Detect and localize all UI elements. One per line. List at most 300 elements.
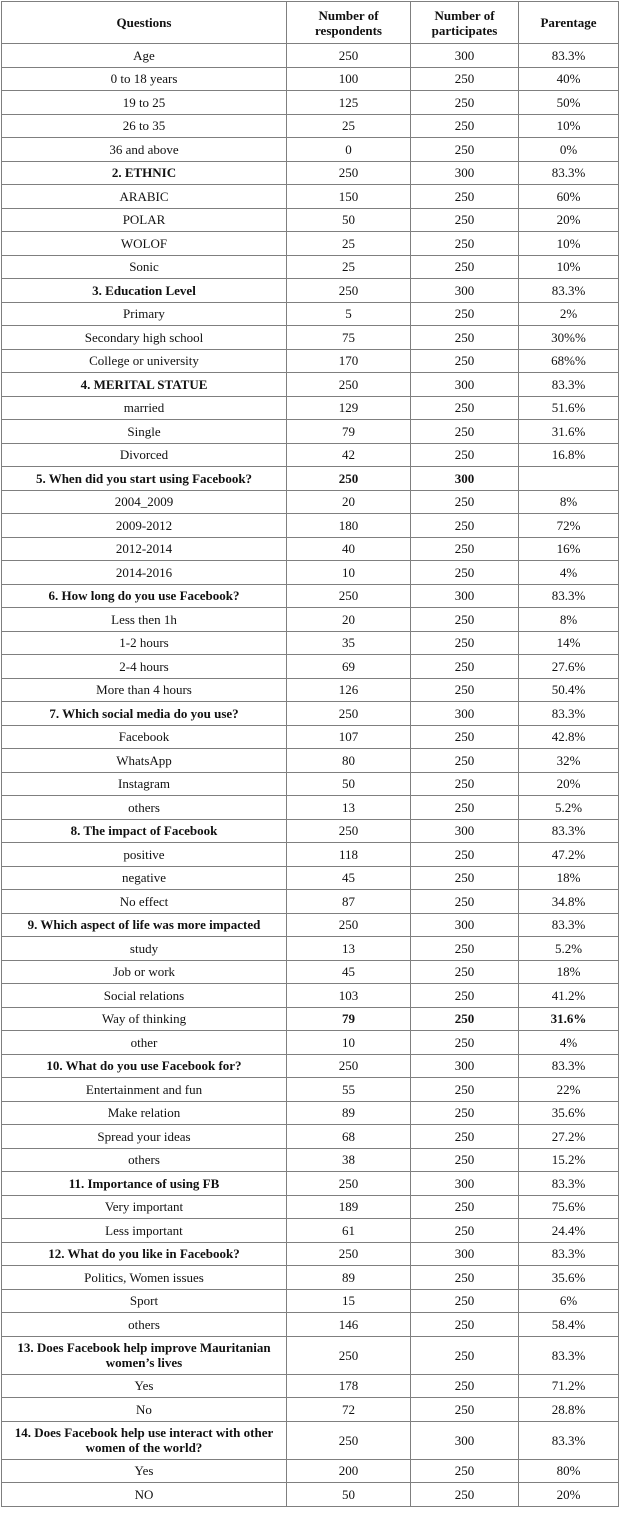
percentage-cell: 20%: [519, 208, 619, 232]
percentage-cell: 5.2%: [519, 937, 619, 961]
participates-cell: 250: [411, 655, 519, 679]
percentage-cell: 35.6%: [519, 1101, 619, 1125]
table-row: [2, 255, 619, 279]
percentage-cell: 34.8%: [519, 890, 619, 914]
question-cell: Age: [2, 44, 287, 68]
question-cell: Job or work: [2, 960, 287, 984]
question-cell: Divorced: [2, 443, 287, 467]
question-cell: 8. The impact of Facebook: [2, 819, 287, 843]
question-cell: No effect: [2, 890, 287, 914]
participates-cell: 250: [411, 866, 519, 890]
respondents-cell: 250: [287, 584, 411, 608]
percentage-cell: 24.4%: [519, 1219, 619, 1243]
participates-cell: 250: [411, 772, 519, 796]
table-row: [2, 44, 619, 68]
percentage-cell: 47.2%: [519, 843, 619, 867]
percentage-cell: 14%: [519, 631, 619, 655]
participates-cell: 300: [411, 44, 519, 68]
participates-cell: 250: [411, 984, 519, 1008]
percentage-cell: 83.3%: [519, 819, 619, 843]
table-row: [2, 960, 619, 984]
respondents-cell: 45: [287, 960, 411, 984]
respondents-cell: 89: [287, 1101, 411, 1125]
percentage-cell: 58.4%: [519, 1313, 619, 1337]
percentage-cell: 68%%: [519, 349, 619, 373]
table-row: [2, 655, 619, 679]
table-row: [2, 302, 619, 326]
participates-cell: 300: [411, 1054, 519, 1078]
question-cell: Way of thinking: [2, 1007, 287, 1031]
question-cell: 2. ETHNIC: [2, 161, 287, 185]
question-cell: 2012-2014: [2, 537, 287, 561]
question-cell: 2-4 hours: [2, 655, 287, 679]
participates-cell: 250: [411, 514, 519, 538]
table-row: [2, 1266, 619, 1290]
percentage-cell: 0%: [519, 138, 619, 162]
section-row: [2, 373, 619, 397]
question-cell: WhatsApp: [2, 749, 287, 773]
percentage-cell: 10%: [519, 114, 619, 138]
survey-results-table: [1, 1, 619, 1507]
participates-cell: 250: [411, 1374, 519, 1398]
table-row: [2, 608, 619, 632]
header-participates: Number of participates: [411, 2, 519, 44]
percentage-cell: 10%: [519, 232, 619, 256]
question-cell: Yes: [2, 1459, 287, 1483]
participates-cell: 250: [411, 890, 519, 914]
respondents-cell: 250: [287, 467, 411, 491]
participates-cell: 250: [411, 608, 519, 632]
percentage-cell: 16.8%: [519, 443, 619, 467]
question-cell: Single: [2, 420, 287, 444]
participates-cell: 250: [411, 960, 519, 984]
respondents-cell: 250: [287, 819, 411, 843]
participates-cell: 250: [411, 114, 519, 138]
percentage-cell: 8%: [519, 608, 619, 632]
percentage-cell: 4%: [519, 1031, 619, 1055]
participates-cell: 250: [411, 349, 519, 373]
question-cell: others: [2, 1313, 287, 1337]
percentage-cell: 83.3%: [519, 1172, 619, 1196]
participates-cell: 250: [411, 1148, 519, 1172]
respondents-cell: 35: [287, 631, 411, 655]
percentage-cell: 83.3%: [519, 1421, 619, 1459]
participates-cell: 250: [411, 1289, 519, 1313]
percentage-cell: 51.6%: [519, 396, 619, 420]
participates-cell: 250: [411, 725, 519, 749]
respondents-cell: 10: [287, 561, 411, 585]
table-row: [2, 1398, 619, 1422]
respondents-cell: 103: [287, 984, 411, 1008]
question-cell: others: [2, 1148, 287, 1172]
table-row: [2, 631, 619, 655]
question-cell: other: [2, 1031, 287, 1055]
respondents-cell: 72: [287, 1398, 411, 1422]
percentage-cell: 32%: [519, 749, 619, 773]
table-row: [2, 490, 619, 514]
respondents-cell: 129: [287, 396, 411, 420]
respondents-cell: 25: [287, 232, 411, 256]
percentage-cell: 40%: [519, 67, 619, 91]
participates-cell: 250: [411, 1007, 519, 1031]
percentage-cell: 18%: [519, 960, 619, 984]
table-body: [2, 44, 619, 1507]
participates-cell: 250: [411, 937, 519, 961]
respondents-cell: 50: [287, 208, 411, 232]
table-row: [2, 514, 619, 538]
participates-cell: 300: [411, 702, 519, 726]
table-row: [2, 208, 619, 232]
participates-cell: 300: [411, 1172, 519, 1196]
participates-cell: 300: [411, 1242, 519, 1266]
question-cell: 0 to 18 years: [2, 67, 287, 91]
section-row: [2, 819, 619, 843]
percentage-cell: 35.6%: [519, 1266, 619, 1290]
percentage-cell: 5.2%: [519, 796, 619, 820]
percentage-cell: 18%: [519, 866, 619, 890]
participates-cell: 250: [411, 749, 519, 773]
table-row: [2, 91, 619, 115]
percentage-cell: 83.3%: [519, 1336, 619, 1374]
percentage-cell: 10%: [519, 255, 619, 279]
table-row: [2, 114, 619, 138]
table-row: [2, 772, 619, 796]
respondents-cell: 170: [287, 349, 411, 373]
table-row: [2, 1007, 619, 1031]
participates-cell: 250: [411, 326, 519, 350]
section-row: [2, 1421, 619, 1459]
percentage-cell: 50.4%: [519, 678, 619, 702]
respondents-cell: 0: [287, 138, 411, 162]
respondents-cell: 50: [287, 1483, 411, 1507]
table-row: [2, 1031, 619, 1055]
table-row: [2, 796, 619, 820]
participates-cell: 250: [411, 1336, 519, 1374]
question-cell: 13. Does Facebook help improve Mauritanian women’s lives: [2, 1336, 287, 1374]
respondents-cell: 13: [287, 796, 411, 820]
respondents-cell: 40: [287, 537, 411, 561]
table-row: [2, 561, 619, 585]
respondents-cell: 69: [287, 655, 411, 679]
participates-cell: 250: [411, 1101, 519, 1125]
respondents-cell: 189: [287, 1195, 411, 1219]
respondents-cell: 25: [287, 114, 411, 138]
respondents-cell: 45: [287, 866, 411, 890]
participates-cell: 250: [411, 1313, 519, 1337]
percentage-cell: 20%: [519, 772, 619, 796]
participates-cell: 250: [411, 1195, 519, 1219]
participates-cell: 250: [411, 490, 519, 514]
table-row: [2, 1148, 619, 1172]
table-row: [2, 749, 619, 773]
respondents-cell: 126: [287, 678, 411, 702]
respondents-cell: 178: [287, 1374, 411, 1398]
header-respondents: Number of respondents: [287, 2, 411, 44]
question-cell: Very important: [2, 1195, 287, 1219]
question-cell: 2009-2012: [2, 514, 287, 538]
respondents-cell: 250: [287, 373, 411, 397]
participates-cell: 250: [411, 631, 519, 655]
respondents-cell: 20: [287, 490, 411, 514]
question-cell: ARABIC: [2, 185, 287, 209]
section-row: [2, 467, 619, 491]
table-row: [2, 326, 619, 350]
table-row: [2, 937, 619, 961]
percentage-cell: 83.3%: [519, 1054, 619, 1078]
question-cell: Politics, Women issues: [2, 1266, 287, 1290]
participates-cell: 250: [411, 91, 519, 115]
question-cell: 26 to 35: [2, 114, 287, 138]
question-cell: WOLOF: [2, 232, 287, 256]
section-row: [2, 1336, 619, 1374]
table-row: [2, 443, 619, 467]
participates-cell: 250: [411, 67, 519, 91]
question-cell: Entertainment and fun: [2, 1078, 287, 1102]
respondents-cell: 107: [287, 725, 411, 749]
respondents-cell: 87: [287, 890, 411, 914]
question-cell: POLAR: [2, 208, 287, 232]
question-cell: 3. Education Level: [2, 279, 287, 303]
participates-cell: 300: [411, 1421, 519, 1459]
table-row: [2, 1101, 619, 1125]
participates-cell: 250: [411, 185, 519, 209]
table-row: [2, 890, 619, 914]
respondents-cell: 79: [287, 420, 411, 444]
participates-cell: 300: [411, 373, 519, 397]
percentage-cell: 83.3%: [519, 161, 619, 185]
respondents-cell: 80: [287, 749, 411, 773]
participates-cell: 300: [411, 161, 519, 185]
participates-cell: 250: [411, 561, 519, 585]
question-cell: 7. Which social media do you use?: [2, 702, 287, 726]
percentage-cell: 80%: [519, 1459, 619, 1483]
respondents-cell: 250: [287, 1054, 411, 1078]
question-cell: 9. Which aspect of life was more impacted: [2, 913, 287, 937]
section-row: [2, 1054, 619, 1078]
percentage-cell: 4%: [519, 561, 619, 585]
question-cell: No: [2, 1398, 287, 1422]
respondents-cell: 250: [287, 1172, 411, 1196]
respondents-cell: 75: [287, 326, 411, 350]
table-row: [2, 232, 619, 256]
percentage-cell: 16%: [519, 537, 619, 561]
respondents-cell: 125: [287, 91, 411, 115]
percentage-cell: 71.2%: [519, 1374, 619, 1398]
table-row: [2, 1289, 619, 1313]
question-cell: 1-2 hours: [2, 631, 287, 655]
participates-cell: 250: [411, 443, 519, 467]
respondents-cell: 42: [287, 443, 411, 467]
table-row: [2, 1459, 619, 1483]
percentage-cell: 31.6%: [519, 1007, 619, 1031]
respondents-cell: 79: [287, 1007, 411, 1031]
percentage-cell: 27.6%: [519, 655, 619, 679]
question-cell: College or university: [2, 349, 287, 373]
table-row: [2, 537, 619, 561]
participates-cell: 250: [411, 1125, 519, 1149]
participates-cell: 250: [411, 1398, 519, 1422]
question-cell: others: [2, 796, 287, 820]
table-row: [2, 138, 619, 162]
participates-cell: 300: [411, 467, 519, 491]
question-cell: More than 4 hours: [2, 678, 287, 702]
section-row: [2, 279, 619, 303]
respondents-cell: 100: [287, 67, 411, 91]
question-cell: 4. MERITAL STATUE: [2, 373, 287, 397]
question-cell: positive: [2, 843, 287, 867]
percentage-cell: 22%: [519, 1078, 619, 1102]
participates-cell: 300: [411, 584, 519, 608]
respondents-cell: 10: [287, 1031, 411, 1055]
percentage-cell: 83.3%: [519, 44, 619, 68]
percentage-cell: 60%: [519, 185, 619, 209]
respondents-cell: 61: [287, 1219, 411, 1243]
participates-cell: 250: [411, 138, 519, 162]
question-cell: Less then 1h: [2, 608, 287, 632]
question-cell: Sonic: [2, 255, 287, 279]
question-cell: Facebook: [2, 725, 287, 749]
percentage-cell: 72%: [519, 514, 619, 538]
respondents-cell: 150: [287, 185, 411, 209]
participates-cell: 250: [411, 1266, 519, 1290]
participates-cell: 300: [411, 819, 519, 843]
respondents-cell: 250: [287, 161, 411, 185]
participates-cell: 250: [411, 302, 519, 326]
section-row: [2, 161, 619, 185]
respondents-cell: 250: [287, 913, 411, 937]
respondents-cell: 55: [287, 1078, 411, 1102]
question-cell: 36 and above: [2, 138, 287, 162]
respondents-cell: 15: [287, 1289, 411, 1313]
question-cell: 12. What do you like in Facebook?: [2, 1242, 287, 1266]
participates-cell: 250: [411, 1459, 519, 1483]
question-cell: study: [2, 937, 287, 961]
respondents-cell: 180: [287, 514, 411, 538]
percentage-cell: [519, 467, 619, 491]
participates-cell: 250: [411, 420, 519, 444]
participates-cell: 250: [411, 396, 519, 420]
percentage-cell: 27.2%: [519, 1125, 619, 1149]
table-row: [2, 349, 619, 373]
percentage-cell: 41.2%: [519, 984, 619, 1008]
table-row: [2, 1483, 619, 1507]
percentage-cell: 30%%: [519, 326, 619, 350]
percentage-cell: 2%: [519, 302, 619, 326]
participates-cell: 250: [411, 678, 519, 702]
percentage-cell: 8%: [519, 490, 619, 514]
percentage-cell: 83.3%: [519, 913, 619, 937]
table-row: [2, 678, 619, 702]
respondents-cell: 250: [287, 279, 411, 303]
participates-cell: 250: [411, 1219, 519, 1243]
section-row: [2, 1242, 619, 1266]
respondents-cell: 50: [287, 772, 411, 796]
question-cell: 6. How long do you use Facebook?: [2, 584, 287, 608]
participates-cell: 250: [411, 843, 519, 867]
participates-cell: 250: [411, 796, 519, 820]
respondents-cell: 20: [287, 608, 411, 632]
percentage-cell: 15.2%: [519, 1148, 619, 1172]
table-row: [2, 984, 619, 1008]
section-row: [2, 1172, 619, 1196]
percentage-cell: 83.3%: [519, 584, 619, 608]
table-row: [2, 866, 619, 890]
percentage-cell: 50%: [519, 91, 619, 115]
question-cell: Secondary high school: [2, 326, 287, 350]
participates-cell: 250: [411, 208, 519, 232]
respondents-cell: 250: [287, 44, 411, 68]
question-cell: 5. When did you start using Facebook?: [2, 467, 287, 491]
participates-cell: 250: [411, 1483, 519, 1507]
percentage-cell: 6%: [519, 1289, 619, 1313]
respondents-cell: 68: [287, 1125, 411, 1149]
respondents-cell: 13: [287, 937, 411, 961]
question-cell: 2014-2016: [2, 561, 287, 585]
percentage-cell: 83.3%: [519, 279, 619, 303]
participates-cell: 250: [411, 537, 519, 561]
question-cell: 19 to 25: [2, 91, 287, 115]
question-cell: 2004_2009: [2, 490, 287, 514]
percentage-cell: 28.8%: [519, 1398, 619, 1422]
table-row: [2, 1313, 619, 1337]
respondents-cell: 89: [287, 1266, 411, 1290]
percentage-cell: 83.3%: [519, 1242, 619, 1266]
question-cell: Yes: [2, 1374, 287, 1398]
question-cell: 14. Does Facebook help use interact with other women of the world?: [2, 1421, 287, 1459]
question-cell: Instagram: [2, 772, 287, 796]
participates-cell: 300: [411, 913, 519, 937]
table-row: [2, 725, 619, 749]
table-row: [2, 396, 619, 420]
respondents-cell: 5: [287, 302, 411, 326]
respondents-cell: 146: [287, 1313, 411, 1337]
participates-cell: 250: [411, 1078, 519, 1102]
respondents-cell: 38: [287, 1148, 411, 1172]
table-row: [2, 1374, 619, 1398]
question-cell: Make relation: [2, 1101, 287, 1125]
question-cell: NO: [2, 1483, 287, 1507]
question-cell: Primary: [2, 302, 287, 326]
table-row: [2, 843, 619, 867]
percentage-cell: 20%: [519, 1483, 619, 1507]
table-row: [2, 1125, 619, 1149]
respondents-cell: 25: [287, 255, 411, 279]
participates-cell: 250: [411, 1031, 519, 1055]
table-row: [2, 67, 619, 91]
respondents-cell: 250: [287, 1242, 411, 1266]
respondents-cell: 250: [287, 1336, 411, 1374]
section-row: [2, 584, 619, 608]
question-cell: Social relations: [2, 984, 287, 1008]
section-row: [2, 702, 619, 726]
respondents-cell: 250: [287, 702, 411, 726]
participates-cell: 250: [411, 232, 519, 256]
table-header: [2, 2, 619, 44]
header-percentage: Parentage: [519, 2, 619, 44]
header-questions: Questions: [2, 2, 287, 44]
question-cell: Sport: [2, 1289, 287, 1313]
percentage-cell: 75.6%: [519, 1195, 619, 1219]
respondents-cell: 200: [287, 1459, 411, 1483]
section-row: [2, 913, 619, 937]
table-row: [2, 420, 619, 444]
table-row: [2, 185, 619, 209]
question-cell: married: [2, 396, 287, 420]
question-cell: 10. What do you use Facebook for?: [2, 1054, 287, 1078]
percentage-cell: 83.3%: [519, 702, 619, 726]
table-row: [2, 1078, 619, 1102]
question-cell: 11. Importance of using FB: [2, 1172, 287, 1196]
